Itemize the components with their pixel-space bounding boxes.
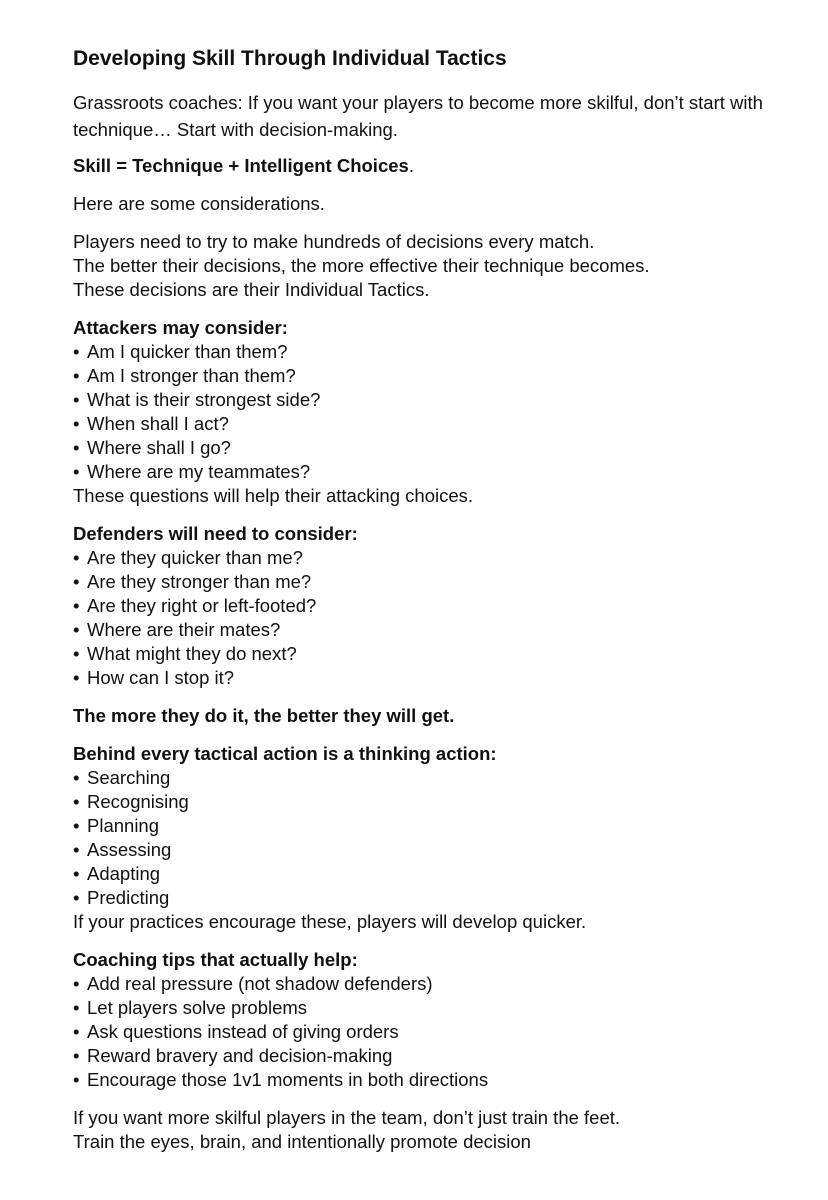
intro-paragraph: Grassroots coaches: If you want your players to become more skilful, don’t start with technique… Start with decision-making. <box>73 92 763 140</box>
list-item: • Assessing <box>73 839 172 860</box>
tips-heading: Coaching tips that actually help: <box>73 949 358 970</box>
list-item: • Planning <box>73 815 160 836</box>
bullet-icon: • <box>73 815 80 836</box>
bullet-icon: • <box>73 389 80 410</box>
better-statement: The more they do it, the better they will get. <box>73 705 455 726</box>
list-item: • How can I stop it? <box>73 667 235 688</box>
formula-tail: . <box>408 155 414 176</box>
bullet-icon: • <box>73 997 80 1018</box>
list-item: • Are they stronger than me? <box>73 571 312 592</box>
bullet-icon: • <box>73 1021 80 1042</box>
page-title: Developing Skill Through Individual Tactics <box>73 47 507 70</box>
list-item: • What is their strongest side? <box>73 389 321 410</box>
decisions-line: These decisions are their Individual Tactics. <box>73 279 430 300</box>
list-item: • Recognising <box>73 791 189 812</box>
decisions-line: The better their decisions, the more effective their technique becomes. <box>73 255 650 276</box>
bullet-icon: • <box>73 547 80 568</box>
bullet-icon: • <box>73 863 80 884</box>
list-item: • Where shall I go? <box>73 437 231 458</box>
thinking-footer: If your practices encourage these, players will develop quicker. <box>73 911 587 932</box>
bullet-icon: • <box>73 571 80 592</box>
list-item: • Are they right or left-footed? <box>73 595 317 616</box>
attackers-heading: Attackers may consider: <box>73 317 288 338</box>
list-item: • Add real pressure (not shadow defenders) <box>73 973 433 994</box>
list-item: • Searching <box>73 767 171 788</box>
attackers-footer: These questions will help their attacking choices. <box>73 485 474 506</box>
list-item: • Encourage those 1v1 moments in both directions <box>73 1069 489 1090</box>
formula-paragraph <box>73 154 788 178</box>
attackers-section <box>73 316 788 508</box>
bullet-icon: • <box>73 839 80 860</box>
tips-list <box>73 972 788 1092</box>
bullet-icon: • <box>73 887 80 908</box>
bullet-icon: • <box>73 1069 80 1090</box>
bullet-icon: • <box>73 667 80 688</box>
thinking-section <box>73 742 788 934</box>
list-item: • What might they do next? <box>73 643 297 664</box>
bullet-icon: • <box>73 791 80 812</box>
bullet-icon: • <box>73 461 80 482</box>
defenders-list <box>73 546 788 690</box>
bullet-icon: • <box>73 341 80 362</box>
bullet-icon: • <box>73 595 80 616</box>
list-item: • Where are my teammates? <box>73 461 311 482</box>
list-item: • Let players solve problems <box>73 997 308 1018</box>
list-item: • When shall I act? <box>73 413 229 434</box>
defenders-heading: Defenders will need to consider: <box>73 523 358 544</box>
decisions-paragraph <box>73 230 788 302</box>
list-item: • Predicting <box>73 887 170 908</box>
list-item: • Where are their mates? <box>73 619 281 640</box>
formula-bold: Skill = Technique + Intelligent Choices <box>73 155 409 176</box>
thinking-list <box>73 766 788 910</box>
closing-line: Train the eyes, brain, and intentionally promote decision <box>73 1131 531 1152</box>
thinking-heading: Behind every tactical action is a thinking action: <box>73 743 497 764</box>
tips-section <box>73 948 788 1092</box>
bullet-icon: • <box>73 973 80 994</box>
considerations-paragraph: Here are some considerations. <box>73 193 325 214</box>
bullet-icon: • <box>73 1045 80 1066</box>
list-item: • Am I quicker than them? <box>73 341 288 362</box>
defenders-section <box>73 522 788 690</box>
list-item: • Adapting <box>73 863 161 884</box>
list-item: • Ask questions instead of giving orders <box>73 1021 399 1042</box>
bullet-icon: • <box>73 365 80 386</box>
bullet-icon: • <box>73 767 80 788</box>
bullet-icon: • <box>73 619 80 640</box>
bullet-icon: • <box>73 437 80 458</box>
bullet-icon: • <box>73 643 80 664</box>
decisions-line: Players need to try to make hundreds of decisions every match. <box>73 231 595 252</box>
closing-paragraph <box>73 1106 788 1154</box>
attackers-list <box>73 340 788 484</box>
list-item: • Am I stronger than them? <box>73 365 296 386</box>
list-item: • Are they quicker than me? <box>73 547 303 568</box>
list-item: • Reward bravery and decision-making <box>73 1045 393 1066</box>
bullet-icon: • <box>73 413 80 434</box>
closing-line: If you want more skilful players in the team, don’t just train the feet. <box>73 1107 621 1128</box>
